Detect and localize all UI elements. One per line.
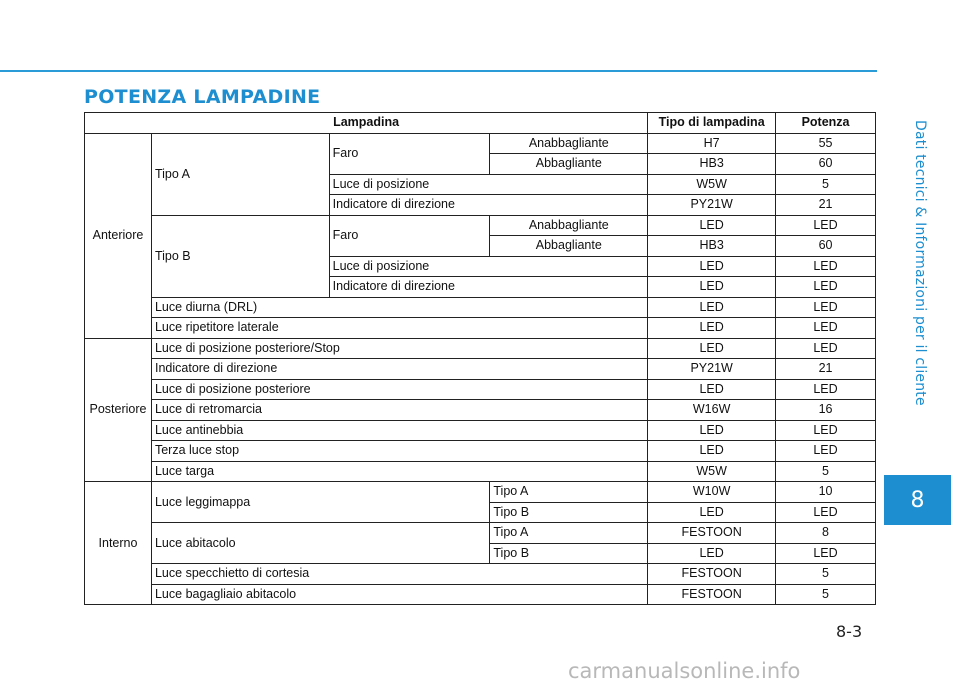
cell-power: LED xyxy=(776,441,876,462)
cell-label: Luce antinebbia xyxy=(151,420,647,441)
cell-power: LED xyxy=(776,318,876,339)
cell-label: Luce diurna (DRL) xyxy=(151,297,647,318)
cell-label: Tipo A xyxy=(490,523,648,544)
group-label: Interno xyxy=(85,482,152,605)
cell-type: W10W xyxy=(648,482,776,503)
cell-label: Luce targa xyxy=(151,461,647,482)
cell-label: Anabbagliante xyxy=(490,133,648,154)
cell-power: 21 xyxy=(776,359,876,380)
cell-label: Tipo B xyxy=(490,502,648,523)
table-header-row xyxy=(85,113,876,134)
cell-label: Luce specchietto di cortesia xyxy=(151,564,647,585)
chapter-label: Dati tecnici & Informazioni per il cliente xyxy=(912,120,928,406)
table-row xyxy=(85,379,876,400)
cell-label: Luce ripetitore laterale xyxy=(151,318,647,339)
bulb-wattage-table xyxy=(84,112,876,605)
cell-power: LED xyxy=(776,256,876,277)
table-row xyxy=(85,461,876,482)
table-row xyxy=(85,482,876,503)
chapter-number-badge: 8 xyxy=(884,475,951,525)
cell-label: Tipo B xyxy=(490,543,648,564)
subgroup-label: Faro xyxy=(329,133,490,174)
cell-power: 60 xyxy=(776,236,876,257)
cell-power: LED xyxy=(776,215,876,236)
cell-type: W5W xyxy=(648,461,776,482)
cell-type: LED xyxy=(648,543,776,564)
cell-type: LED xyxy=(648,297,776,318)
cell-label: Terza luce stop xyxy=(151,441,647,462)
page-title: POTENZA LAMPADINE xyxy=(84,86,321,108)
page-number: 8-3 xyxy=(836,622,863,641)
subgroup-label: Luce abitacolo xyxy=(151,523,489,564)
header-potenza: Potenza xyxy=(776,113,876,134)
cell-power: LED xyxy=(776,502,876,523)
table-row xyxy=(85,297,876,318)
cell-type: FESTOON xyxy=(648,564,776,585)
cell-label: Luce di posizione posteriore xyxy=(151,379,647,400)
cell-label: Luce di posizione xyxy=(329,174,648,195)
cell-type: FESTOON xyxy=(648,584,776,605)
table-row xyxy=(85,584,876,605)
cell-type: HB3 xyxy=(648,236,776,257)
cell-label: Luce di posizione xyxy=(329,256,648,277)
cell-type: LED xyxy=(648,318,776,339)
cell-power: LED xyxy=(776,379,876,400)
table-row xyxy=(85,420,876,441)
cell-power: LED xyxy=(776,338,876,359)
cell-label: Luce bagagliaio abitacolo xyxy=(151,584,647,605)
cell-power: 60 xyxy=(776,154,876,175)
cell-label: Indicatore di direzione xyxy=(329,195,648,216)
table-row xyxy=(85,400,876,421)
header-rule xyxy=(0,70,877,72)
subgroup-label: Tipo A xyxy=(151,133,329,215)
cell-type: LED xyxy=(648,338,776,359)
cell-power: LED xyxy=(776,543,876,564)
table-row xyxy=(85,215,876,236)
cell-power: 10 xyxy=(776,482,876,503)
group-label: Posteriore xyxy=(85,338,152,482)
group-label: Anteriore xyxy=(85,133,152,338)
table-row xyxy=(85,133,876,154)
cell-label: Luce di posizione posteriore/Stop xyxy=(151,338,647,359)
cell-type: LED xyxy=(648,379,776,400)
cell-label: Luce di retromarcia xyxy=(151,400,647,421)
table-row xyxy=(85,564,876,585)
cell-type: W16W xyxy=(648,400,776,421)
table-row xyxy=(85,441,876,462)
subgroup-label: Luce leggimappa xyxy=(151,482,489,523)
cell-power: 16 xyxy=(776,400,876,421)
cell-label: Abbagliante xyxy=(490,154,648,175)
cell-power: 5 xyxy=(776,564,876,585)
cell-power: LED xyxy=(776,297,876,318)
cell-power: 21 xyxy=(776,195,876,216)
cell-type: LED xyxy=(648,502,776,523)
cell-type: PY21W xyxy=(648,359,776,380)
cell-power: 5 xyxy=(776,584,876,605)
cell-label: Indicatore di direzione xyxy=(151,359,647,380)
cell-type: LED xyxy=(648,256,776,277)
cell-power: LED xyxy=(776,277,876,298)
cell-type: FESTOON xyxy=(648,523,776,544)
table-row xyxy=(85,318,876,339)
subgroup-label: Tipo B xyxy=(151,215,329,297)
cell-label: Abbagliante xyxy=(490,236,648,257)
table-row xyxy=(85,359,876,380)
cell-type: PY21W xyxy=(648,195,776,216)
table-row xyxy=(85,338,876,359)
cell-power: 55 xyxy=(776,133,876,154)
header-lampadina: Lampadina xyxy=(85,113,648,134)
cell-type: W5W xyxy=(648,174,776,195)
cell-type: LED xyxy=(648,420,776,441)
table-row xyxy=(85,523,876,544)
cell-label: Tipo A xyxy=(490,482,648,503)
cell-type: H7 xyxy=(648,133,776,154)
cell-type: LED xyxy=(648,277,776,298)
cell-label: Anabbagliante xyxy=(490,215,648,236)
cell-power: 5 xyxy=(776,174,876,195)
subgroup-label: Faro xyxy=(329,215,490,256)
cell-type: HB3 xyxy=(648,154,776,175)
header-tipo: Tipo di lampadina xyxy=(648,113,776,134)
cell-power: 5 xyxy=(776,461,876,482)
cell-type: LED xyxy=(648,215,776,236)
watermark: carmanualsonline.info xyxy=(568,659,801,683)
cell-power: 8 xyxy=(776,523,876,544)
cell-type: LED xyxy=(648,441,776,462)
cell-power: LED xyxy=(776,420,876,441)
cell-label: Indicatore di direzione xyxy=(329,277,648,298)
